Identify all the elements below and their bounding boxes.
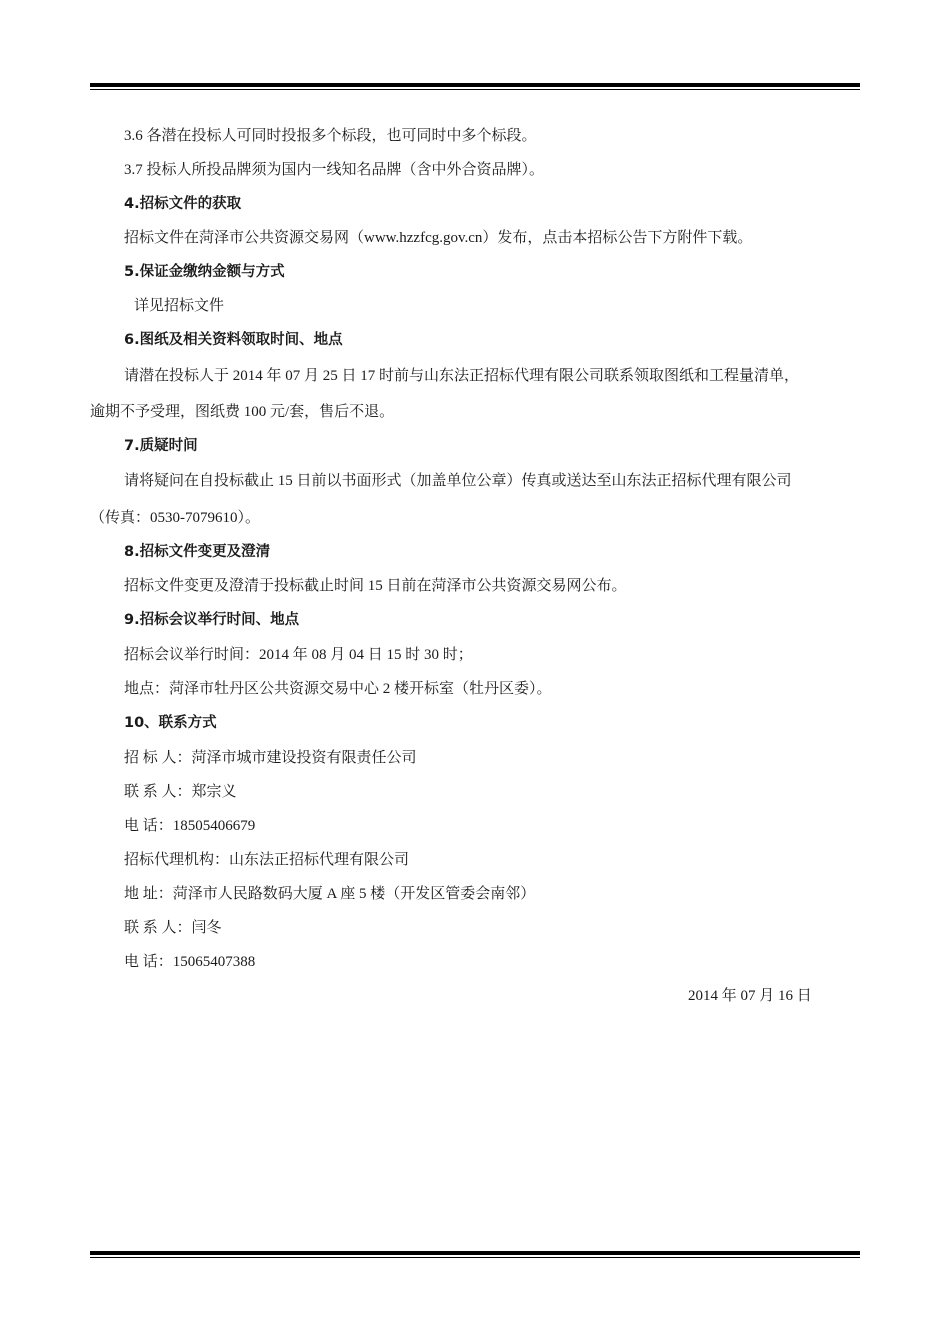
section-7-text-line2: （传真：0530-7079610）。 [90,510,260,526]
section-heading-10: 10、联系方式 [124,715,217,731]
section-7-text-line1: 请将疑问在自投标截止 15 日前以书面形式（加盖单位公章）传真或送达至山东法正招标代理有限公司 [124,473,792,489]
contact-phone-2: 电 话：15065407388 [124,954,256,970]
section-heading-9: 9.招标会议举行时间、地点 [124,612,300,628]
section-5-text: 详见招标文件 [134,298,225,314]
clause-3-6: 3.6 各潜在投标人可同时投报多个标段，也可同时中多个标段。 [124,128,537,144]
section-8-text: 招标文件变更及澄清于投标截止时间 15 日前在菏泽市公共资源交易网公布。 [124,578,627,594]
section-6-text-line2: 逾期不予受理，图纸费 100 元/套，售后不退。 [90,404,395,420]
section-9-location: 地点：菏泽市牡丹区公共资源交易中心 2 楼开标室（牡丹区委）。 [124,681,552,697]
contact-person-2: 联 系 人：闫冬 [124,920,222,936]
clause-3-7: 3.7 投标人所投品牌须为国内一线知名品牌（含中外合资品牌）。 [124,162,545,178]
section-heading-4: 4.招标文件的获取 [124,196,242,212]
section-heading-8: 8.招标文件变更及澄清 [124,544,271,560]
section-4-text: 招标文件在菏泽市公共资源交易网（www.hzzfcg.gov.cn）发布，点击本招标公告下方附件下载。 [124,230,753,246]
header-rule [90,83,860,90]
section-heading-5: 5.保证金缴纳金额与方式 [124,264,285,280]
section-heading-7: 7.质疑时间 [124,438,198,454]
section-6-text-line1: 请潜在投标人于 2014 年 07 月 25 日 17 时前与山东法正招标代理有限公司联系领取图纸和工程量清单， [124,368,800,384]
footer-rule [90,1251,860,1258]
contact-person-1: 联 系 人：郑宗义 [124,784,237,800]
document-date: 2014 年 07 月 16 日 [688,988,812,1004]
contact-agency: 招标代理机构：山东法正招标代理有限公司 [124,852,410,868]
section-heading-6: 6.图纸及相关资料领取时间、地点 [124,332,343,348]
contact-address: 地 址：菏泽市人民路数码大厦 A 座 5 楼（开发区管委会南邻） [124,886,536,902]
contact-phone-1: 电 话：18505406679 [124,818,256,834]
contact-tenderer: 招 标 人：菏泽市城市建设投资有限责任公司 [124,750,417,766]
section-9-time: 招标会议举行时间：2014 年 08 月 04 日 15 时 30 时； [124,647,473,663]
